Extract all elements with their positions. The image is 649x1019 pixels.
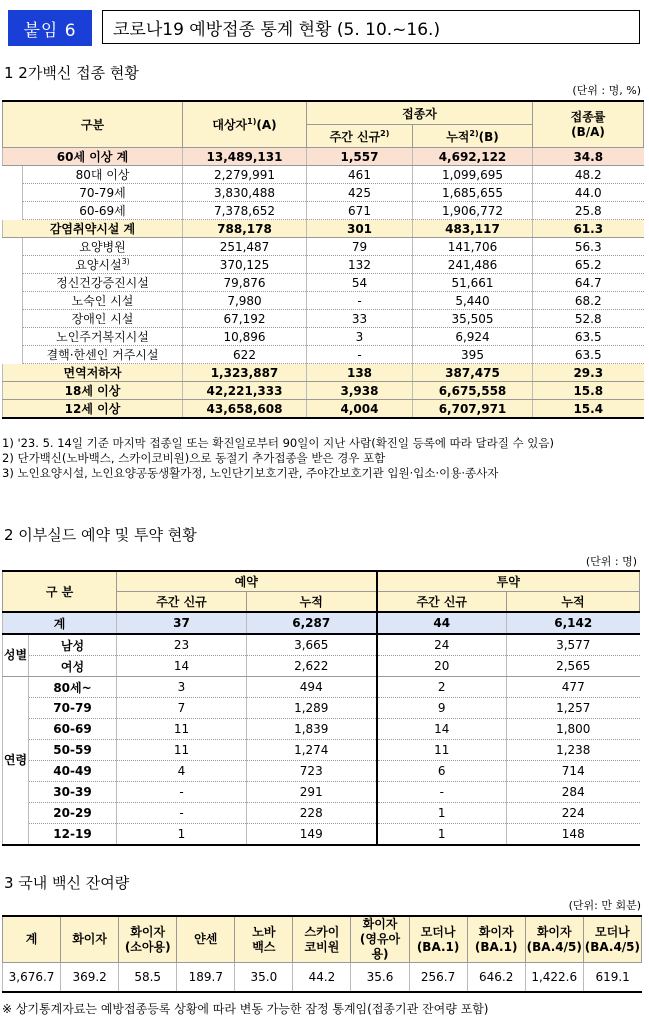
header-gubun: 구분 xyxy=(3,101,183,148)
stock-header: 모더나 (BA.4/5) xyxy=(583,916,641,963)
stock-value: 1,422.6 xyxy=(525,963,583,993)
vaccine-stock-table xyxy=(2,915,642,993)
table-row: 12세 이상 43,658,608 4,004 6,707,971 15.4 xyxy=(3,400,644,419)
stock-header: 모더나 (BA.1) xyxy=(409,916,467,963)
stock-value: 35.6 xyxy=(351,963,409,993)
table-row: 12-19 1 149 1 148 xyxy=(3,824,640,846)
table-row: 70-79세 3,830,488 425 1,685,655 44.0 xyxy=(3,184,644,202)
footnotes xyxy=(2,436,642,481)
section-2-heading: 2 이부실드 예약 및 투약 현황 xyxy=(4,526,197,544)
bivalent-vaccine-table xyxy=(2,100,644,419)
stock-value: 619.1 xyxy=(583,963,641,993)
stock-header: 화이자 (소아용) xyxy=(119,916,177,963)
header-gubun: 구 분 xyxy=(3,571,117,612)
table-row: 노숙인 시설 7,980 - 5,440 68.2 xyxy=(3,292,644,310)
header-weekly: 주간 신규$^{2)}$ xyxy=(307,125,413,148)
table-row: 성별 남성 23 3,665 24 3,577 xyxy=(3,634,640,656)
attachment-badge: 붙임 6 xyxy=(8,10,92,46)
table-row: 60-69 11 1,839 14 1,800 xyxy=(3,719,640,740)
table-row: 60-69세 7,378,652 671 1,906,772 25.8 xyxy=(3,202,644,220)
section-3-heading: 3 국내 백신 잔여량 xyxy=(4,874,130,892)
stock-header: 화이자 (BA.1) xyxy=(467,916,525,963)
age-group-label: 연령 xyxy=(3,677,29,846)
stock-value: 189.7 xyxy=(177,963,235,993)
stock-value: 256.7 xyxy=(409,963,467,993)
stock-header: 얀센 xyxy=(177,916,235,963)
title-bar xyxy=(4,8,644,48)
header-target: 대상자$^{1)}$(A) xyxy=(183,101,307,148)
table-row: 요양시설$^{3)}$ 370,125 132 241,486 65.2 xyxy=(3,256,644,274)
header-reserve-weekly: 주간 신규 xyxy=(117,592,247,613)
table-row: 면역저하자 1,323,887 138 387,475 29.3 xyxy=(3,364,644,382)
table-row: 18세 이상 42,221,333 3,938 6,675,558 15.8 xyxy=(3,382,644,400)
stock-header: 화이자 (영유아용) xyxy=(351,916,409,963)
header-administration: 투약 xyxy=(377,571,640,592)
stock-value: 369.2 xyxy=(61,963,119,993)
header-admin-cum: 누적 xyxy=(507,592,640,613)
stock-header: 계 xyxy=(3,916,61,963)
stock-value: 35.0 xyxy=(235,963,293,993)
footnote-1: 1) '23. 5. 14일 기준 마지막 접종일 또는 확진일로부터 90일이 지난 사람(확진일 등록에 따라 달라질 수 있음) xyxy=(2,436,554,450)
header-rate: 접종률 (B/A) xyxy=(533,101,644,148)
footer-note: ※ 상기통계자료는 예방접종등록 상황에 따라 변동 가능한 잠정 통계임(접종기관 잔여량 포함) xyxy=(2,1002,489,1016)
footnote-3: 3) 노인요양시설, 노인요양공동생활가정, 노인단기보호기관, 주야간보호기관 입원·입소·이용·종사자 xyxy=(2,466,499,480)
sex-group-label: 성별 xyxy=(3,634,29,677)
stock-value: 58.5 xyxy=(119,963,177,993)
header-reserve-cum: 누적 xyxy=(247,592,377,613)
header-vaccinated: 접종자 xyxy=(307,101,533,125)
stock-header: 노바 백스 xyxy=(235,916,293,963)
table-row: 40-49 4 723 6 714 xyxy=(3,761,640,782)
evusheld-table xyxy=(2,570,640,846)
table-row: 20-29 - 228 1 224 xyxy=(3,803,640,824)
section-1-unit: (단위 : 명, %) xyxy=(572,84,641,97)
stock-value: 3,676.7 xyxy=(3,963,61,993)
stock-value: 44.2 xyxy=(293,963,351,993)
header-reservation: 예약 xyxy=(117,571,377,592)
table-row: 60세 이상 계 13,489,131 1,557 4,692,122 34.8 xyxy=(3,148,644,166)
section-3-unit: (단위: 만 회분) xyxy=(568,899,641,912)
table-row: 정신건강증진시설 79,876 54 51,661 64.7 xyxy=(3,274,644,292)
table-row xyxy=(3,963,642,993)
header-admin-weekly: 주간 신규 xyxy=(377,592,507,613)
stock-value: 646.2 xyxy=(467,963,525,993)
table-row: 50-59 11 1,274 11 1,238 xyxy=(3,740,640,761)
section-1-heading: 1 2가백신 접종 현황 xyxy=(4,64,139,82)
table-row: 80대 이상 2,279,991 461 1,099,695 48.2 xyxy=(3,166,644,184)
stock-header: 스카이 코비원 xyxy=(293,916,351,963)
header-cumulative: 누적$^{2)}$(B) xyxy=(413,125,533,148)
section-2-unit: (단위 : 명) xyxy=(585,555,637,568)
table-row: 연령 80세~ 3 494 2 477 xyxy=(3,677,640,698)
page-title: 코로나19 예방접종 통계 현황 (5. 10.~16.) xyxy=(102,10,640,44)
table-row: 노인주거복지시설 10,896 3 6,924 63.5 xyxy=(3,328,644,346)
table-row: 여성 14 2,622 20 2,565 xyxy=(3,656,640,677)
table-row: 감염취약시설 계 788,178 301 483,117 61.3 xyxy=(3,220,644,238)
stock-header: 화이자 (BA.4/5) xyxy=(525,916,583,963)
table-row: 요양병원 251,487 79 141,706 56.3 xyxy=(3,238,644,256)
footnote-2: 2) 단가백신(노바백스, 스카이코비원)으로 동절기 추가접종을 받은 경우 포함 xyxy=(2,451,386,465)
table-row: 계 37 6,287 44 6,142 xyxy=(3,612,640,634)
stock-header: 화이자 xyxy=(61,916,119,963)
table-row: 30-39 - 291 - 284 xyxy=(3,782,640,803)
table-row: 장애인 시설 67,192 33 35,505 52.8 xyxy=(3,310,644,328)
table-row: 70-79 7 1,289 9 1,257 xyxy=(3,698,640,719)
table-row: 결핵·한센인 거주시설 622 - 395 63.5 xyxy=(3,346,644,364)
